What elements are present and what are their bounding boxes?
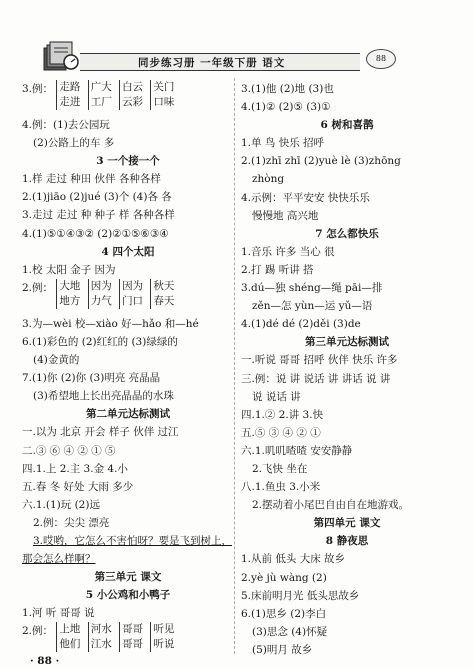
left-column xyxy=(22,80,234,658)
answer-line: 4.例：(1)去公园玩 xyxy=(22,119,110,131)
answer-line: 3.走过 走过 种 种子 样 各种各样 xyxy=(22,209,175,222)
answer-line: 2.(1)jiāo (2)jué (3)个 (4)各 各 xyxy=(22,191,172,204)
word-group: 广大 工厂 xyxy=(88,80,112,110)
answer-line: (3)希望地上长出亮晶晶的水珠 xyxy=(33,390,174,403)
unit-heading: 第四单元 课文 xyxy=(313,517,381,530)
answer-line: 3.哎哟，它怎么不害怕呀？要是飞到树上， xyxy=(33,534,233,547)
answer-2-groups: 2.例： 上地 他们 河水 江水 哥哥 哥哥 听见 听说 xyxy=(22,623,175,651)
page-header xyxy=(40,46,436,72)
column-divider xyxy=(234,78,235,654)
word-group: 关门 口味 xyxy=(150,80,174,110)
word-group: 听见 听说 xyxy=(150,622,174,652)
answer-line: 6.(1)思乡 (2)李白 xyxy=(241,607,327,620)
answer-line: (3)思念 (4)怀疑 xyxy=(252,625,328,638)
answer-line: 1.单 鸟 快乐 招呼 xyxy=(241,137,325,150)
word-group: 白云 云彩 xyxy=(119,80,143,110)
word-group: 走路 走进 xyxy=(56,80,80,110)
answer-line: 四.1.上 2.主 3.金 4.小 xyxy=(22,462,128,475)
answer-3-groups: 3.例： 走路 走进 广大 工厂 白云 云彩 关门 口味 xyxy=(22,81,175,108)
answer-line: zhòng xyxy=(252,173,285,186)
answer-line: 八.1.鱼虫 3.小米 xyxy=(241,481,321,494)
answer-line: 1.音乐 许多 当心 很 xyxy=(241,245,335,258)
answer-line: 2.摆动着小尾巴自由自在地游戏。 xyxy=(252,499,410,512)
answer-line: (4)金黄的 xyxy=(33,354,80,367)
answer-line: 3.dú—独 shéng—绳 pāi—排 xyxy=(241,282,383,295)
answer-line: 二.③ ⑥ ④ ② ① ⑤ xyxy=(22,444,116,457)
books-logo-icon xyxy=(40,40,80,74)
lesson-heading: 5 小公鸡和小鸭子 xyxy=(85,589,171,602)
answer-line: 7.(1)你 (2)你 (3)明亮 亮晶晶 xyxy=(22,372,161,385)
answer-line: 一.听说 哥哥 招呼 伙伴 快乐 许多 xyxy=(241,354,398,367)
answer-line: 1.校 太阳 金子 因为 xyxy=(22,263,116,276)
header-title: 同步练习册 一年级下册 语文 xyxy=(138,57,286,69)
answer-2-groups: 2.例： 大地 地方 因为 力气 因为 门口 秋天 春天 xyxy=(22,279,175,307)
answer-line: 3.(1)他 (2)地 (3)也 xyxy=(241,83,334,95)
answer-line: 2.打 踢 听讲 搭 xyxy=(241,263,314,276)
lesson-heading: 6 树和喜鹊 xyxy=(320,119,374,132)
answer-line: 2.例：尖尖 漂亮 xyxy=(33,516,110,529)
right-column xyxy=(241,80,453,659)
lesson-heading: 3 一个接一个 xyxy=(96,155,160,168)
answer-line: (5)明月 故乡 xyxy=(252,643,313,656)
word-group: 河水 江水 xyxy=(88,622,112,652)
unit-test-heading: 第三单元达标测试 xyxy=(305,336,389,349)
unit-heading: 第三单元 课文 xyxy=(94,571,162,584)
answer-line: zěn—怎 yùn—运 yǔ—语 xyxy=(252,300,373,313)
answer-line: 三.例：说 讲 说话 讲 讲话 说 讲 xyxy=(241,372,391,385)
word-group: 秋天 春天 xyxy=(150,279,174,309)
answer-line: 那会怎么样啊？ xyxy=(22,553,96,566)
answer-line: 1.样 走过 种田 伙伴 各种各样 xyxy=(22,173,161,186)
answer-line: (2)公路上的车 多 xyxy=(33,137,115,150)
answer-line: 2.飞快 坐在 xyxy=(252,462,308,475)
word-group: 大地 地方 xyxy=(56,279,80,309)
page-number: · 88 · xyxy=(30,655,60,667)
answer-line: 六.1.(1)玩 (2)远 xyxy=(22,498,100,511)
word-group: 上地 他们 xyxy=(56,622,80,652)
answer-line: 慢慢地 高兴地 xyxy=(252,209,319,222)
answer-line: 四.1.② 2.讲 3.快 xyxy=(241,408,324,421)
answer-line: 说 说话 讲 xyxy=(252,390,301,403)
answer-line: 六.1.叽叽喳喳 安安静静 xyxy=(241,444,353,457)
answer-line: 1.从前 低头 大床 故乡 xyxy=(241,553,346,566)
answer-line: 五.⑤ ③ ④ ② ① xyxy=(241,426,321,439)
lesson-heading: 4 四个太阳 xyxy=(101,245,155,258)
answer-line: 2.(1)zhī zhī (2)yuè lè (3)zhōng xyxy=(241,155,401,168)
word-group: 因为 力气 xyxy=(88,279,112,309)
header-badge: 88 xyxy=(366,49,396,69)
answer-line: 4.(1)dé dé (2)děi (3)de xyxy=(241,318,361,331)
answer-line: 4.示例：平平安安 快快乐乐 xyxy=(241,191,370,204)
answer-line: 3.为—wèi 校—xiào 好—hǎo 和—hé xyxy=(22,317,199,330)
answer-line: 五.春 冬 好处 大雨 多少 xyxy=(22,480,134,493)
answer-line: 5.床前明月光 低头思故乡 xyxy=(241,589,360,602)
lesson-heading: 8 静夜思 xyxy=(325,535,369,548)
answer-line: 2.yè jù wàng (2) xyxy=(241,571,327,584)
lesson-heading: 7 怎么都快乐 xyxy=(315,227,379,240)
answer-line: 4.(1)② (2)⑤ (3)① xyxy=(241,101,331,114)
answer-line: 4.(1)⑤①④③② (2)②①⑤⑥③④ xyxy=(22,227,169,240)
answer-line: 一.以为 北京 开会 样子 伙伴 过江 xyxy=(22,426,179,439)
word-group: 哥哥 哥哥 xyxy=(119,622,143,652)
unit-test-heading: 第二单元达标测试 xyxy=(86,408,170,421)
answer-line: 6.(1)彩色的 (2)红红的 (3)绿绿的 xyxy=(22,335,178,348)
header-banner xyxy=(80,53,360,71)
word-group: 因为 门口 xyxy=(119,279,143,309)
answer-line: 1.河 听 哥哥 说 xyxy=(22,607,95,620)
